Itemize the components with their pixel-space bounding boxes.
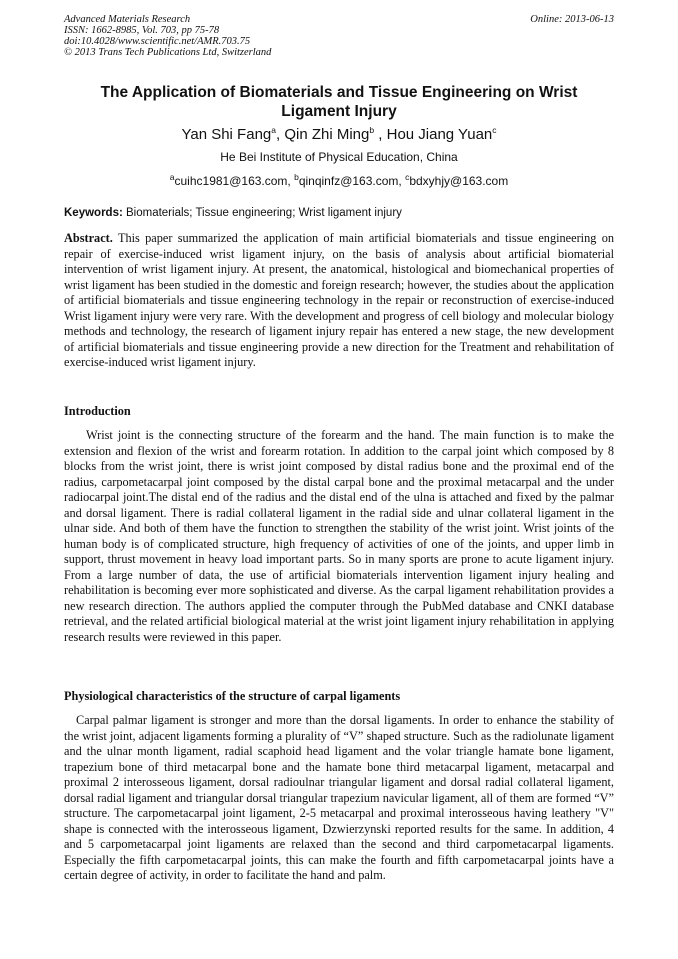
doi-line: doi:10.4028/www.scientific.net/AMR.703.75 bbox=[64, 36, 251, 47]
keywords-text: Biomaterials; Tissue engineering; Wrist ligament injury bbox=[126, 207, 402, 219]
email-address: bdxyhjy@163.com bbox=[409, 174, 509, 188]
section-heading-physiology: Physiological characteristics of the structure of carpal ligaments bbox=[64, 689, 401, 703]
author-name: Hou Jiang Yuan bbox=[386, 126, 493, 143]
email-superscript: a bbox=[169, 172, 175, 182]
online-date: Online: 2013-06-13 bbox=[530, 14, 614, 25]
abstract-text: This paper summarized the application of main artificial biomaterials and tissue engineering on repair of exercise-induced wrist ligament injury, on the basis of analysis about artificial biomaterial intervention of wrist ligament injury. At present, the anatomical, histological and biomechanical properties of wrist ligament has been studied in the domestic and foreign research; however, the studies about the application of artificial biomaterials and tissue engineering technology in the repair or reconstruction of exercise-induced Wrist ligament injury were very rare. With the development and progress of cell biology and molecular biology methods and technology, the research of ligament injury repair has entered a new stage, the new development of artificial biomaterials and tissue engineering provide a new direction for the Treatment and rehabilitation of exercise-induced wrist ligament injury. bbox=[64, 231, 614, 369]
email-superscript: c bbox=[405, 172, 410, 182]
keywords-label: Keywords: bbox=[64, 207, 123, 219]
author-name: Yan Shi Fang bbox=[181, 126, 272, 143]
keywords bbox=[64, 207, 614, 219]
author-list: Yan Shi Fang$^a$, Qin Zhi Ming$^b$ , Hou Jiang Yuan$^c$ bbox=[181, 125, 497, 143]
copyright-line: © 2013 Trans Tech Publications Ltd, Switzerland bbox=[64, 47, 272, 58]
abstract bbox=[64, 231, 614, 371]
author-superscript: c bbox=[492, 125, 497, 135]
email-list: $^a$cuihc1981@163.com, $^b$qinqinfz@163.com, $^c$bdxyhjy@163.com bbox=[169, 172, 509, 188]
section-heading-introduction: Introduction bbox=[64, 404, 131, 418]
author-superscript: b bbox=[369, 125, 375, 135]
author-superscript: a bbox=[271, 125, 276, 135]
introduction-paragraph: Wrist joint is the connecting structure of the forearm and the hand. The main function is to make the extension and flexion of the wrist and forearm rotation. In addition to the carpal joint which composed by 8 blocks from the wrist joint, there is wrist joint composed by distal radius bone and the proximal end of the radius, carpometacarpal joint composed by the distal carpal bone and the proximal metacarpal and the under radiocarpal joint.The distal end of the radius and the distal end of the ulna is attached and fixed by the palmar and dorsal ligament. There is radial collateral ligament in the radial side and ulnar collateral ligament in the ulnar side. And both of them have the function to strengthen the stability of the wrist joint. Wrist joints of the human body is of complicated structure, high frequency of activities of one of the joints, and upper limb in support, thrust movement in heavy load important parts. So in many sports are prone to acute ligament injury. From a large number of data, the use of artificial biomaterials intervention ligament injury healing and rehabilitation is becoming ever more sophisticated and diverse. As the carpal ligament rehabilitation provides a new research direction. The authors applied the computer through the PubMed database and CNKI database retrieval, and the related artificial biological material at the wrist joint ligament injury rehabilitation in applying research results were reviewed in this paper. bbox=[64, 428, 614, 644]
abstract-label: Abstract. bbox=[64, 231, 113, 245]
paper-title: The Application of Biomaterials and Tissue Engineering on Wrist Ligament Injury bbox=[100, 84, 578, 120]
issn-line: ISSN: 1662-8985, Vol. 703, pp 75-78 bbox=[64, 25, 220, 36]
affiliation: He Bei Institute of Physical Education, China bbox=[220, 150, 458, 164]
physiology-paragraph: Carpal palmar ligament is stronger and more than the dorsal ligaments. In order to enhance the stability of the wrist joint, adjacent ligaments forming a plurality of “V” shaped structure. Such as the radiolunate ligament and the ulnar month ligament, radial scaphoid head ligament and the volar triangle hamate bone ligament, trapezium bone of third metacarpal bone and the hamate bone third metacarpal ligament, metacarpal and proximal 2 interosseous ligament, dorsal radioulnar triangular ligament and dorsal radial collateral ligament, dorsal radial ligament and triangular dorsal triangular trapezium navicular ligament, all of them are formed “V” structure. The carpometacarpal joint ligament, 2-5 metacarpal and proximal interosseous having leathery "V" shape is connected with the interosseous ligament, Dzwierzynski reported results for the same. In addition, 4 and 5 carpometacarpal joint ligaments are relaxed than the second and third carpometacarpal ligaments. Especially the fifth carpometacarpal joints, this can make the fourth and fifth carpometacarpal joints have a certain degree of activity, in order to facilitate the hand and palm. bbox=[64, 713, 614, 882]
publication-meta bbox=[64, 14, 271, 58]
author-name: Qin Zhi Ming bbox=[284, 126, 370, 143]
email-address: cuihc1981@163.com bbox=[174, 174, 288, 188]
email-address: qinqinfz@163.com bbox=[298, 174, 399, 188]
email-superscript: b bbox=[294, 172, 299, 182]
journal-name: Advanced Materials Research bbox=[64, 14, 191, 25]
